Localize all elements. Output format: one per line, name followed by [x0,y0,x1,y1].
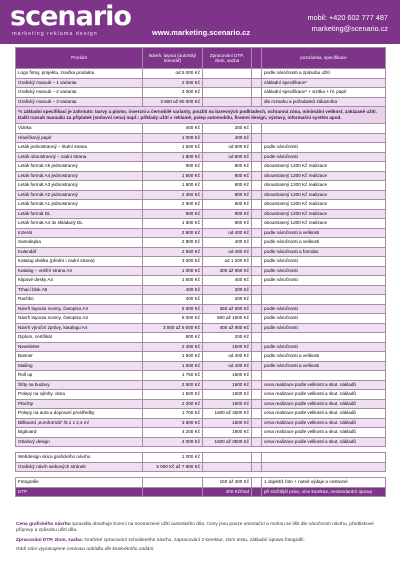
table-row [16,78,386,88]
table-cell [143,487,203,497]
table-cell: 200 Kč [203,124,252,134]
table-cell: 900 Kč [143,209,203,219]
table-row [16,295,386,305]
table-row [16,143,386,153]
table-cell: oboustranný 1200 Kč realizace [262,171,386,181]
table-cell: 2 400 Kč [143,342,203,352]
email-link[interactable]: marketing@scenario.cz [311,24,388,33]
table-cell [252,219,262,229]
table-cell [252,487,262,497]
table-cell: Grafický manuál – 2 varianta [16,88,143,98]
logo-tagline: marketing reklama design [12,31,98,37]
table-cell: podle náročnosti a způsobu užití [262,69,386,79]
table-cell: 1 500 Kč [143,352,203,362]
table-cell: Roll up [16,371,143,381]
table-cell: cena realizace podle velikosti a skut. nákladů [262,409,386,419]
table-cell: Leták formát A5 jednostranný [16,162,143,172]
price-table [15,47,386,497]
table-cell: Vizitka [16,124,143,134]
table-row [16,352,386,362]
table-cell [252,276,262,286]
table-cell: 400 Kč [143,295,203,305]
table-body [16,69,386,497]
table-cell: 1 500 Kč [143,390,203,400]
table-cell: oboustranný 1200 Kč realizace [262,200,386,210]
table-row [16,200,386,210]
table-cell [252,418,262,428]
table-cell: oboustranný 1200 Kč realizace [262,162,386,172]
phone-number: mobil: +420 602 777 487 [307,13,388,22]
table-cell: 5 000 Kč [143,314,203,324]
table-cell: 200 Kč [203,285,252,295]
table-cell: cena realizace podle velikosti a skut. nákladů [262,428,386,438]
table-cell [252,78,262,88]
table-cell: 1 750 Kč [143,371,203,381]
table-cell: Logo firmy, projektu, značka produktu [16,69,143,79]
table-cell: 3 600 až 80 000 Kč [143,97,203,107]
table-cell: 400 Kč [143,124,203,134]
table-cell [252,257,262,267]
website-link[interactable]: www.marketing.scenario.cz [152,28,251,37]
table-cell: 1 800 Kč [143,152,203,162]
table-cell: 3 000 až 5 000 Kč [143,323,203,333]
table-cell: 1600 Kč [203,428,252,438]
table-cell [252,399,262,409]
table-cell: 1600 až 3500 Kč [203,437,252,447]
table-cell: Leták jednostranný – titulní strana [16,143,143,153]
column-header: Zpracování DTP, zlom, sazba [203,48,252,69]
column-header: poznámka, specifikace [262,48,386,69]
table-row [16,437,386,447]
column-header: Návrh, layout (autorský honorář) [143,48,203,69]
table-cell: 1600 Kč [203,399,252,409]
table-cell [252,152,262,162]
table-row [16,462,386,472]
table-cell [252,390,262,400]
table-cell: 2 800 Kč [143,238,203,248]
table-cell: 1600 Kč [203,371,252,381]
table-cell [252,380,262,390]
table-cell [203,78,252,88]
table-cell: Leták formát A3 jednostranný [16,181,143,191]
table-cell: 800 Kč [203,181,252,191]
table-cell: 400 Kč [203,133,252,143]
table-cell: Návrh layoutu noviny, časopisu A3 [16,314,143,324]
table-cell: oboustranný 1200 Kč realizace [262,190,386,200]
table-cell: 1600 Kč [203,342,252,352]
table-cell [262,453,386,463]
table-cell [252,453,262,463]
table-row [16,478,386,488]
table-cell: 400 Kč/hod [203,487,252,497]
footer-note-offer: Rádi Vám vypracujeme cenovou nabídku dle konkrétního zadání. [16,547,155,553]
table-cell: 400 až 900 Kč [203,323,252,333]
table-cell: 800 Kč [203,200,252,210]
footer-notes [16,522,386,557]
table-cell [203,462,252,472]
table-row [16,152,386,162]
table-cell [252,133,262,143]
logo: scenario [10,1,131,32]
table-row [16,171,386,181]
table-cell: 1 500 Kč [143,171,203,181]
table-cell: 1 600 Kč [143,219,203,229]
table-cell: podle náročnosti a velikosti [262,361,386,371]
table-cell: 800 Kč [203,171,252,181]
table-cell: 1 objekt/1 foto + nutné výdaje a cestovné [262,478,386,488]
table-cell: 1 000 Kč [143,453,203,463]
table-row [16,238,386,248]
table-cell: Grafický manuál – 3 varianta [16,97,143,107]
table-cell: oboustranný 1200 Kč realizace [262,209,386,219]
footer-note-design: Cena grafického návrhu zpravidla obsahuje licenci na neomezené užití autorského díla. Ceny jsou pouze orientační a mohou se lišit dle náročnosti návrhu, předtiskové přípravy a způsobu užití díla. [16,522,374,534]
contact-block [307,12,388,34]
table-cell: Plachty [16,399,143,409]
table-cell: cena realizace podle velikosti a skut. nákladů [262,380,386,390]
table-cell: 1 800 Kč [143,181,203,191]
table-cell [252,478,262,488]
table-cell: 2 800 Kč [143,228,203,238]
table-cell: základní specifikace* + vizitka + hl. papír [262,88,386,98]
table-row [16,342,386,352]
table-row [16,323,386,333]
column-header [252,48,262,69]
table-cell [262,333,386,343]
table-cell [203,97,252,107]
table-cell [262,295,386,305]
table-cell: 800 Kč [203,209,252,219]
table-cell [262,133,386,143]
table-cell [143,478,203,488]
table-cell: 2 200 Kč [143,399,203,409]
table-row [16,69,386,79]
table-cell: 1 500 Kč [143,361,203,371]
table-cell [252,304,262,314]
table-cell: Leták formát A1 jednostranný [16,200,143,210]
table-cell: 3 000 Kč [143,257,203,267]
table-cell: podle náročnosti [262,314,386,324]
table-row [16,276,386,286]
table-row [16,409,386,419]
table-cell: podle náročnosti a velikosti [262,352,386,362]
table-row [16,88,386,98]
table-cell: 4 200 Kč [143,428,203,438]
table-cell: základní specifikace* [262,78,386,88]
table-row [16,181,386,191]
table-cell: dle rozsahu a požadavků zákazníka [262,97,386,107]
table-cell [252,143,262,153]
table-cell [252,162,262,172]
table-cell [252,190,262,200]
table-cell: Polepy na výlohy, okna [16,390,143,400]
table-cell: 400 Kč [143,285,203,295]
table-row [16,257,386,267]
table-cell: Katalog – vnitřní strana A4 [16,266,143,276]
table-cell: Newsletter [16,342,143,352]
table-cell: 400 až 900 Kč [203,266,252,276]
table-cell: cena realizace podle velikosti a skut. nákladů [262,418,386,428]
table-cell: Samolepka [16,238,143,248]
table-cell [252,314,262,324]
table-row [16,304,386,314]
table-cell [252,437,262,447]
table-cell [252,352,262,362]
table-cell [262,462,386,472]
table-row [16,209,386,219]
table-cell: 1 500 Kč [143,143,203,153]
table-cell: Fotografie [16,478,143,488]
table-cell: podle náročnosti [262,304,386,314]
table-row [16,314,386,324]
table-cell: 800 Kč [203,190,252,200]
table-cell: Billboard „euroformát“ /5,1 x 2,4 m/ [16,418,143,428]
table-cell: podle náročnosti a velikosti [262,228,386,238]
table-row [16,399,386,409]
table-cell: 350 až 600 Kč [203,304,252,314]
table-cell: 800 Kč [203,219,252,229]
table-cell: cena realizace podle velikosti a skut. nákladů [262,390,386,400]
table-cell: Hlavičkový papír [16,133,143,143]
table-cell: od 400 Kč [203,247,252,257]
table-cell: podle náročnosti [262,342,386,352]
table-cell [252,323,262,333]
table-cell: Trhací blok A5 [16,285,143,295]
table-cell: 800 až 1800 Kč [203,314,252,324]
table-cell: podle náročnosti [262,152,386,162]
table-cell: Webdesign skica grafického návrhu [16,453,143,463]
table-cell [252,342,262,352]
note-text: *v základní specifikaci je zahrnuto: barvy a písmo, inverzní a černobílé varianty, použití na barevných podkladech, ochranná zóna, minimální velikost, zakázané užití. Další rozsah manuálu za příplatek (smluvní cena) např.: příklady užití v reklamě, polep automobilu, firemní design, výstavy, informační systém apod. [16,107,386,124]
table-cell: od 800 Kč [203,152,252,162]
manual-specification-note [16,107,386,124]
table-cell: Leták formát A4 jednostranný [16,171,143,181]
table-cell: 2 500 Kč [143,247,203,257]
table-cell: od 400 Kč [203,361,252,371]
table-row [16,247,386,257]
table-cell: 3 500 Kč [143,418,203,428]
table-cell: podle náročnosti [262,276,386,286]
table-cell: Katalog obálka (přední i zadní strana) [16,257,143,267]
table-cell [252,97,262,107]
table-cell [252,200,262,210]
table-row [16,487,386,497]
table-cell: oboustranný 1200 Kč realizace [262,181,386,191]
table-row [16,371,386,381]
table-cell [252,409,262,419]
table-cell: Leták formát A4 3x skládaný DL [16,219,143,229]
table-cell: 4 000 Kč [143,437,203,447]
table-cell [203,88,252,98]
table-cell: 1 000 Kč [143,266,203,276]
table-cell: 800 Kč [203,162,252,172]
table-cell [252,266,262,276]
table-row [16,285,386,295]
table-cell [203,453,252,463]
table-cell: Obalový design [16,437,143,447]
table-cell: 900 Kč [143,162,203,172]
table-header-row [16,48,386,69]
table-row [16,133,386,143]
table-cell: Banner [16,352,143,362]
table-cell: od 400 Kč [203,228,252,238]
table-cell: Návrh layoutu noviny, časopisu A4 [16,304,143,314]
table-cell: Bigboard [16,428,143,438]
table-cell [252,124,262,134]
table-cell [252,209,262,219]
table-row [16,266,386,276]
table-cell: DTP [16,487,143,497]
table-cell: Grafický manuál – 1 varianta [16,78,143,88]
table-cell: 1600 až 3500 Kč [203,409,252,419]
table-cell [252,238,262,248]
table-cell [252,361,262,371]
table-cell: podle náročnosti [262,266,386,276]
table-row [16,361,386,371]
table-cell: 2 900 Kč [143,200,203,210]
table-cell: od 5 000 Kč [143,69,203,79]
table-row [16,124,386,134]
table-cell: 400 Kč [203,276,252,286]
table-cell: Návrh výroční zprávy, katalogu A4 [16,323,143,333]
table-cell: podle náročnosti [262,323,386,333]
table-cell [252,333,262,343]
table-cell: Diplom, certifikát [16,333,143,343]
table-cell [252,247,262,257]
table-cell: 1600 Kč [203,418,252,428]
table-cell: od 800 Kč [203,143,252,153]
table-cell [252,181,262,191]
table-row [16,219,386,229]
table-cell [252,462,262,472]
table-cell [252,371,262,381]
table-cell [262,285,386,295]
header-bar [0,0,400,44]
table-cell: 150 až 400 Kč [203,478,252,488]
table-cell [252,295,262,305]
table-cell: podle náročnosti [262,257,386,267]
table-row [16,453,386,463]
table-cell: Inzerát [16,228,143,238]
table-row [16,390,386,400]
table-cell: cena realizace podle velikosti a skut. nákladů [262,399,386,409]
table-row [16,162,386,172]
table-cell [252,88,262,98]
table-cell [252,69,262,79]
table-cell [252,285,262,295]
table-cell: od 1 200 Kč [203,257,252,267]
table-cell: 800 Kč [143,333,203,343]
table-cell: Klipové desky A4 [16,276,143,286]
table-cell: při složitější práci, více korektur, nestandardní úpravy [262,487,386,497]
table-row [16,333,386,343]
table-cell [252,171,262,181]
table-cell: Leták formát DL [16,209,143,219]
table-cell: 2 000 Kč [143,78,203,88]
table-cell: Leták oboustranný – zadní strana [16,152,143,162]
table-row [16,418,386,428]
table-cell: 1600 Kč [203,390,252,400]
table-cell [262,371,386,381]
table-cell: 5 000 Kč [143,304,203,314]
table-cell: 200 Kč [203,333,252,343]
table-cell: oboustranný 1200 Kč realizace [262,219,386,229]
table-cell [203,69,252,79]
footer-note-dtp: Zpracování DTP, zlom, sazba: Grafické zpracování schváleného návrhu, zapracování 2 korektur, zlom textu, základní úprava fotografií. [16,537,305,543]
table-cell: podle náročnosti [262,143,386,153]
table-row [16,190,386,200]
table-cell: podle náročnosti a velikosti [262,238,386,248]
table-cell: Leták formát A2 jednostranný [16,190,143,200]
table-cell: 3 000 Kč [143,88,203,98]
table-cell: 2 500 Kč [143,380,203,390]
column-header: Produkt [16,48,143,69]
table-cell: Štíty na budovy [16,380,143,390]
table-cell: Razítko [16,295,143,305]
table-cell: 1600 Kč [203,380,252,390]
table-cell: Grafický návrh webových stránek [16,462,143,472]
table-cell: Polepy na auta a dopravní prostředky [16,409,143,419]
table-cell: 5 000 Kč až 7 900 Kč [143,462,203,472]
table-cell [262,124,386,134]
table-cell: 1 700 Kč [143,409,203,419]
table-row [16,428,386,438]
table-row [16,228,386,238]
table-cell: Mailing [16,361,143,371]
table-cell: cena realizace podle velikosti a skut. nákladů [262,437,386,447]
table-cell: Kalendář [16,247,143,257]
table-row [16,97,386,107]
table-cell: od 400 Kč [203,352,252,362]
table-cell [252,428,262,438]
table-cell: 200 Kč [203,295,252,305]
table-row [16,380,386,390]
table-cell: 400 Kč [203,238,252,248]
table-cell: 1 500 Kč [143,276,203,286]
table-cell: podle náročnosti a formátu [262,247,386,257]
table-cell: 2 350 Kč [143,190,203,200]
table-cell: 1 000 Kč [143,133,203,143]
table-cell [252,228,262,238]
